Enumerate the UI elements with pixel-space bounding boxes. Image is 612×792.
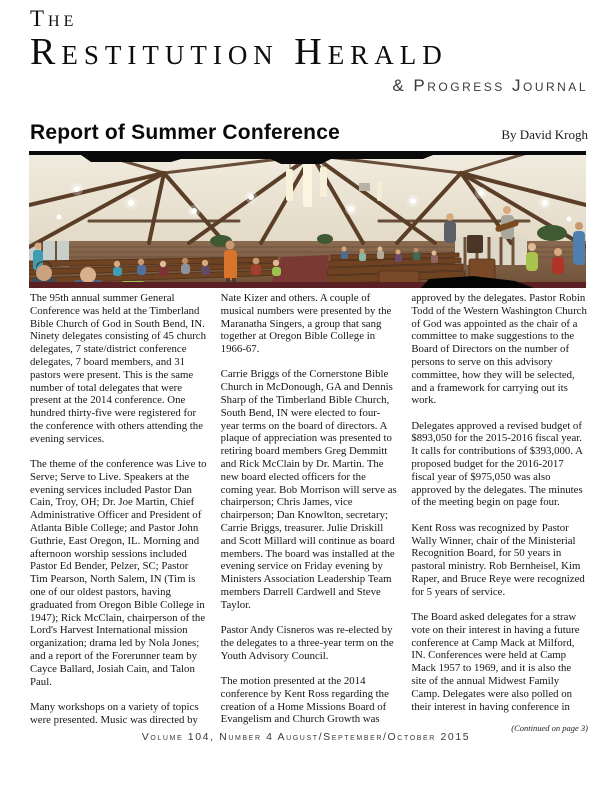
article-body [30,292,588,739]
masthead-subtitle: & Progress Journal [392,75,588,95]
paragraph: Nate Kizer and others. A couple of musical numbers were presented by the Maranatha Singers, a group that sang together at Oregon Bible College in 1966-67. [220,292,392,356]
continued-note: (Continued on page 3) [511,722,589,733]
text-column-1 [30,292,207,739]
paragraph: approved by the delegates. Pastor Robin Todd of the Western Washington Church of God was appointed as the chair of a committee to make suggestions to the Board of Directors on the number of persons to serve on this advisory committee, how they will be selected, and a framework for carrying out its work. [411,292,587,407]
masthead [30,6,588,96]
headline-row [30,121,588,145]
text-column-3 [411,292,588,739]
article-byline: By David Krogh [501,127,588,142]
paragraph: The 95th annual summer General Conference was held at the Timberland Bible Church of God in South Bend, IN. Ninety delegates consisting of 45 church delegates, 7 state/district conference delegates, 7 board members, and 31 pastors were present. This is the same number of total delegates that were present at the 2014 conference. One hundred thirty-five were registered for the conference with others attending the evening services. [30,292,207,445]
church-interior-panorama-art [29,151,586,288]
masthead-title: Restitution Herald [30,31,448,74]
paragraph: Kent Ross was recognized by Pastor Wally Winner, chair of the Ministerial Recognition Board, for 50 years in pastoral ministry. Rob Bernheisel, Kim Raper, and Bruce Reye were recognized for 5 years of service. [411,521,585,598]
paragraph: The Board asked delegates for a straw vote on their interest in having a future conference at Camp Mack at Milford, IN. Conferences were held at Camp Mack 1957 to 1969, and it is also the site of the annual Midwest Family Camp. Delegates were also polled on their interest in having conference in [411,611,580,713]
paragraph: The theme of the conference was Live to Serve; Serve to Live. Speakers at the evening services included Pastor Dan Cain, Troy, OH; Dr. Joe Martin, Chief Administrative Officer and President of Atlanta Bible College; and Pastor John Guthrie, East Oregon, IL. Morning and afternoon worship sessions included Pastor Ed Bender, Pelzer, SC; Pastor Tim Pearson, North Salem, IN (Tim is one of our oldest pastors, having graduated from Oregon Bible College in 1947); Rick McClain, chairperson of the Lord's Harvest International mission organization; drama led by Nola Jones; and a report of the Forerunner team by Cayce Ballard, Josiah Cain, and Talon Paul. [30,458,207,688]
footer-volume-line: Volume 104, Number 4 August/September/October 2015 [141,731,471,743]
paragraph: Delegates approved a revised budget of $893,050 for the 2015-2016 fiscal year. It calls for contributions of $393,000. A proposed budget for the 2016-2017 fiscal year of $975,050 was also approved by the delegates. The minutes of the meeting begin on page four. [411,419,583,509]
paragraph: Many workshops on a variety of topics were presented. Music was directed by [30,700,199,726]
masthead-the: The [30,6,78,31]
paragraph: Pastor Andy Cisneros was re-elected by the delegates to a three-year term on the Youth Advisory Council. [220,624,394,662]
text-column-2 [221,292,398,739]
conference-photo [29,151,586,288]
paragraph: The motion presented at the 2014 conference by Kent Ross regarding the creation of a Home Missions Board of Evangelism and Church Growth was [220,675,389,726]
paragraph: Carrie Briggs of the Cornerstone Bible Church in McDonough, GA and Dennis Sharp of the Timberland Bible Church, South Bend, IN were elected to four-year terms on the board of directors. A plaque of appreciation was presented to retiring board members Greg Demmitt and Rick McClain by Dr. Martin. The new board elected officers for the coming year. Bob Morrison will serve as chairperson; Chris James, vice chairperson; Dan Knowlton, secretary; Carrie Briggs, treasurer. Julie Driskill and Scott Millard will continue as board members. The board was installed at the evening service on Friday evening by Ministers Association Leadership Team members Darrell Cardwell and Steve Taylor. [220,368,397,611]
article-headline: Report of Summer Conference [30,121,340,144]
